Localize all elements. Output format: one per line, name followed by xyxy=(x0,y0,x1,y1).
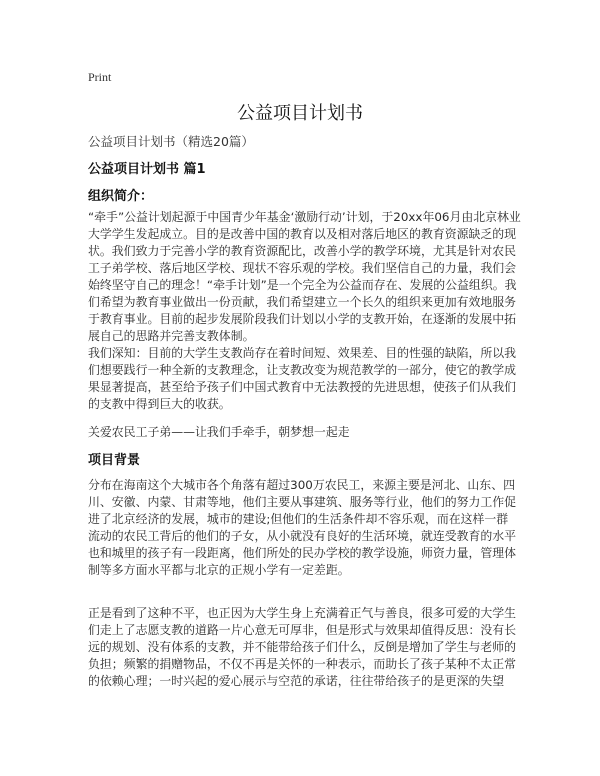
text-line: 远的规划、没有体系的支教，并不能带给孩子们什么，反倒是增加了学生与老师的 xyxy=(88,640,517,654)
text-line: 的支教中得到巨大的收获。 xyxy=(88,397,231,411)
text-line: 状。我们致力于完善小学的教育资源配比，改善小学的教学环境，尤其是针对农民 xyxy=(88,244,517,258)
text-line: 流动的农民工背后的他们的子女，从小就没有良好的生活环境，就连受教育的水平 xyxy=(88,529,517,543)
slogan: 关爱农民工子弟——让我们手牵手，朝梦想一起走 xyxy=(88,425,350,439)
text-line: 果显著提高，甚至给予孩子们中国式教育中无法教授的先进思想，使孩子们从我们 xyxy=(88,380,517,394)
text-line: 正是看到了这种不平，也正因为大学生身上充满着正气与善良，很多可爱的大学生 xyxy=(88,606,517,620)
paragraph-mission xyxy=(88,345,516,413)
paragraph-background xyxy=(88,477,516,579)
text-line: 展自己的思路并完善支教体制。 xyxy=(88,329,255,343)
org-intro-heading: 组织简介： xyxy=(88,189,154,204)
background-heading: 项目背景 xyxy=(88,453,141,468)
text-line: 始终坚守自己的理念！“牵手计划”是一个完全为公益而存在、发展的公益组织。我 xyxy=(88,278,517,292)
text-line: 工子弟学校、落后地区学校、现状不容乐观的学校。我们坚信自己的力量，我们会 xyxy=(88,261,517,275)
section-heading: 公益项目计划书 篇1 xyxy=(88,162,206,177)
text-line: 们想要践行一种全新的支教理念，让支教改变为规范教学的一部分，使它的教学成 xyxy=(88,363,517,377)
print-link[interactable]: Print xyxy=(88,70,112,84)
text-line: 们希望为教育事业做出一份贡献，我们希望建立一个长久的组织来更加有效地服务 xyxy=(88,295,517,309)
text-line: “牵手”公益计划起源于中国青少年基金‘激励行动’计划，于20xx年06月由北京林业 xyxy=(88,210,521,224)
text-line: 的依赖心理；一时兴起的爱心展示与空范的承诺，往往带给孩子的是更深的失望 xyxy=(88,674,505,688)
text-line: 大学学生发起成立。目的是改善中国的教育以及相对落后地区的教育资源缺乏的现 xyxy=(88,227,517,241)
text-line: 们走上了志愿支教的道路一片心意无可厚非，但是形式与效果却值得反思：没有长 xyxy=(88,623,517,637)
text-line: 分布在海南这个大城市各个角落有超过300万农民工，来源主要是河北、山东、四 xyxy=(88,478,515,492)
text-line: 我们深知：目前的大学生支教尚存在着时间短、效果差、目的性强的缺陷，所以我 xyxy=(88,346,517,360)
text-line: 进了北京经济的发展，城市的建设;但他们的生活条件却不容乐观，而在这样一群 xyxy=(88,512,509,526)
text-line: 负担；频繁的捐赠物品，不仅不再是关怀的一种表示，而助长了孩子某种不太正常 xyxy=(88,657,517,671)
paragraph-org-intro xyxy=(88,209,521,345)
text-line: 也和城里的孩子有一段距离，他们所处的民办学校的教学设施，师资力量，管理体 xyxy=(88,546,517,560)
document-subtitle: 公益项目计划书（精选20篇） xyxy=(88,134,254,149)
paragraph-reflection xyxy=(88,605,516,690)
text-line: 制等多方面水平都与北京的正规小学有一定差距。 xyxy=(88,563,350,577)
text-line: 川、安徽、内蒙、甘肃等地，他们主要从事建筑、服务等行业，他们的努力工作促 xyxy=(88,495,517,509)
text-line: 于教育事业。目前的起步发展阶段我们计划以小学的支教开始，在逐渐的发展中拓 xyxy=(88,312,517,326)
page-title: 公益项目计划书 xyxy=(237,103,363,124)
